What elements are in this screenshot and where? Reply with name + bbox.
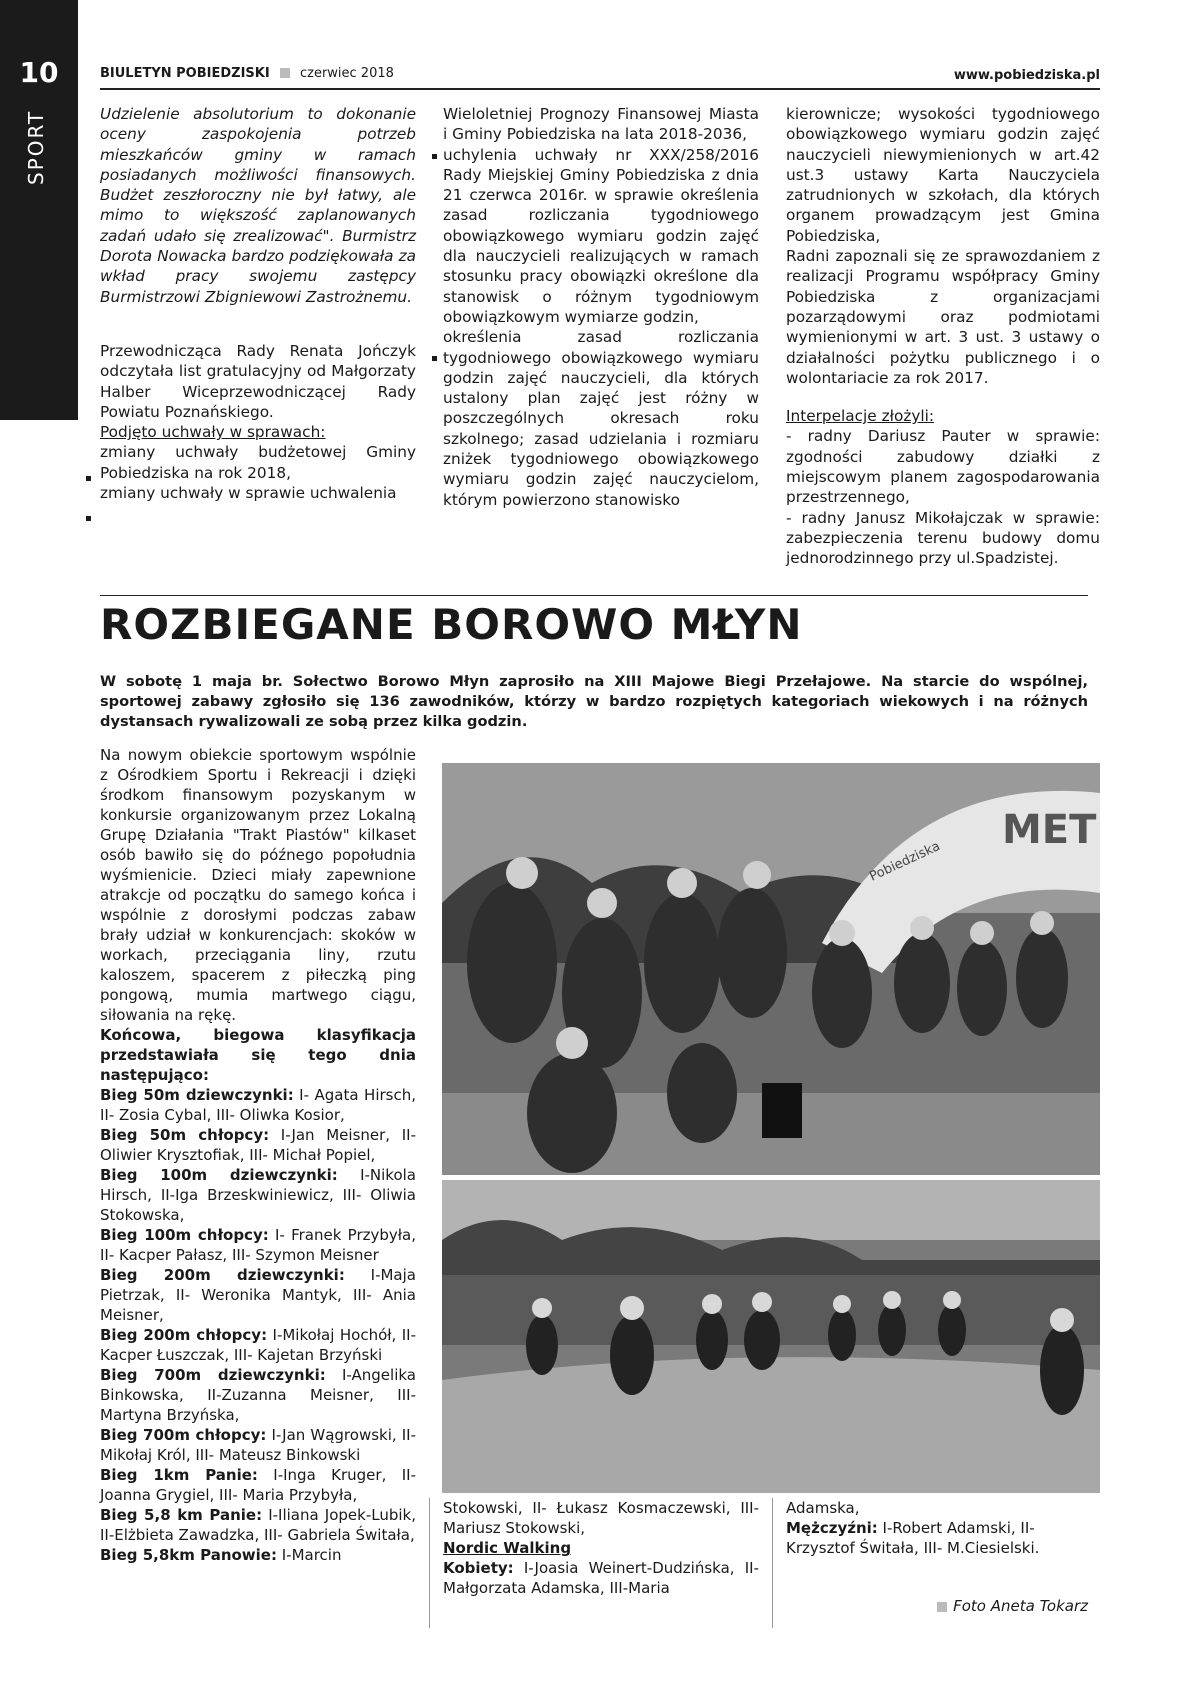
result-winners: I-Jan Wągrowski, II- Mikołaj Król, III- Mateusz Binkowski <box>100 1426 417 1464</box>
column-2 <box>443 104 759 510</box>
col2-text-1: Wieloletniej Prognozy Finansowej Miasta i Gminy Pobiedziska na lata 2018-2036, <box>443 105 759 144</box>
website-link[interactable]: www.pobiedziska.pl <box>953 68 1100 83</box>
women-label: Kobiety: <box>443 1559 514 1577</box>
separator-square <box>280 68 290 78</box>
article-lead: W sobotę 1 maja br. Sołectwo Borowo Młyn zaprosiło na XIII Majowe Biegi Przełajowe. Na starcie do wspólnej, sportowej zabawy zgłosiło się 136 zawodników, którzy w bardzo rozpiętych kategoriach wiekowych i na różnych dystansach rywalizowali ze sobą przez kilka godzin. <box>100 673 1088 730</box>
photo-caption <box>937 1597 1088 1615</box>
col3-text-1: kierownicze; wysokości tygodniowego obowiązkowego wymiaru godzin zajęć nauczycieli niewymienionych w art.42 ust.3 ustawy Karta Nauczyciela zatrudnionych w szkołach, dla których organem prowadzącym jest Gmina Pobiedziska, <box>786 105 1100 245</box>
interpellation-1: - radny Dariusz Pauter w sprawie: zgodności zabudowy działki z miejscowym planem zagospodarowania przestrzennego, <box>786 427 1100 507</box>
photo-crowd-image <box>442 763 1100 1175</box>
photo-crowd <box>442 763 1100 1175</box>
result-category: Bieg 50m chłopcy: <box>100 1126 270 1144</box>
result-entry <box>100 1425 416 1465</box>
resolution-item-2: zmiany uchwały w sprawie uchwalenia <box>100 484 397 503</box>
col3-text-2: Radni zapoznali się ze sprawozdaniem z realizacji Programu współpracy Gminy Pobiedziska z organizacjami pozarządowymi oraz podmiotami wymienionymi w art. 3 ust. 3 ustawy o działalności pożytku publicznego i o wolontariacie za rok 2017. <box>786 247 1100 387</box>
men-results: I-Robert Adamski, II- Krzysztof Świtała, III- M.Ciesielski. <box>786 1519 1040 1557</box>
result-winners: I-Iliana Jopek-Lubik, II-Elżbieta Zawadzka, III- Gabriela Świtała, <box>100 1506 416 1544</box>
women-results: I-Joasia Weinert-Dudzińska, II-Małgorzata Adamska, III-Maria <box>443 1559 759 1597</box>
article-title: ROZBIEGANE BOROWO MŁYN <box>100 600 803 649</box>
result-entry <box>100 1505 416 1545</box>
result-entry <box>100 1165 416 1225</box>
resolution-item-1: zmiany uchwały budżetowej Gminy Pobiedziska na rok 2018, <box>100 443 416 482</box>
photo-runners-image <box>442 1180 1100 1493</box>
result-winners: I-Nikola Hirsch, II-Iga Brzeskwiniewicz, III- Oliwia Stokowska, <box>100 1166 416 1224</box>
column-rule-1 <box>429 1498 430 1628</box>
result-category: Bieg 200m dziewczynki: <box>100 1266 345 1284</box>
result-winners: I-Jan Meisner, II- Oliwier Krysztofiak, III- Michał Popiel, <box>100 1126 416 1164</box>
caption-square <box>937 1602 947 1612</box>
column-3 <box>786 104 1100 569</box>
result-winners: I- Agata Hirsch, II- Zosia Cybal, III- Oliwka Kosior, <box>100 1086 416 1124</box>
page-number: 10 <box>19 56 59 89</box>
result-winners: I- Franek Przybyła, II- Kacper Pałasz, III- Szymon Meisner <box>100 1226 416 1264</box>
result-category: Bieg 700m dziewczynki: <box>100 1366 326 1384</box>
results-list <box>100 1085 416 1565</box>
result-category: Bieg 100m chłopcy: <box>100 1226 269 1244</box>
column-rule-2 <box>772 1498 773 1628</box>
result-category: Bieg 1km Panie: <box>100 1466 258 1484</box>
result-category: Bieg 200m chłopcy: <box>100 1326 268 1344</box>
page-header <box>100 66 1100 90</box>
result-winners: I-Mikołaj Hochół, II- Kacper Łuszczak, III- Kajetan Brzyński <box>100 1326 416 1364</box>
result-entry <box>100 1325 416 1365</box>
article-right-column <box>786 1498 1100 1558</box>
nordic-walking-heading: Nordic Walking <box>443 1539 572 1557</box>
publication-name: BIULETYN POBIEDZISKI <box>100 66 270 81</box>
result-continuation: Stokowski, II- Łukasz Kosmaczewski, III- Mariusz Stokowski, <box>443 1499 759 1537</box>
bullet-2 <box>86 516 91 521</box>
women-results-end: Adamska, <box>786 1499 860 1517</box>
results-heading: Końcowa, biegowa klasyfikacja przedstawiała się tego dnia następująco: <box>100 1026 416 1084</box>
bullet-4 <box>432 356 437 361</box>
result-winners: I-Marcin <box>276 1546 342 1564</box>
result-entry <box>100 1465 416 1505</box>
col2-text-3: określenia zasad rozliczania tygodniowego obowiązkowego wymiaru godzin zajęć nauczycieli, dla których ustalony plan zajęć jest różny w poszczególnych okresach roku szkolnego; zasad udzielania i rozmiaru zniżek tygodniowego obowiązkowego wymiaru godzin zajęć nauczycielom, którym powierzono stanowisko <box>443 328 759 509</box>
result-entry <box>100 1125 416 1165</box>
result-entry <box>100 1545 416 1565</box>
result-category: Bieg 5,8km Panowie: <box>100 1546 277 1564</box>
result-category: Bieg 100m dziewczynki: <box>100 1166 338 1184</box>
result-winners: I-Maja Pietrzak, II- Weronika Mantyk, III- Ania Meisner, <box>100 1266 416 1324</box>
result-entry <box>100 1225 416 1265</box>
bullet-3 <box>432 154 437 159</box>
result-entry <box>100 1265 416 1325</box>
article-intro: Na nowym obiekcie sportowym wspólnie z Ośrodkiem Sportu i Rekreacji i dzięki środkom finansowym pozyskanym w konkursie organizowanym przez Lokalną Grupę Działania "Trakt Piastów" kilkaset osób bawiło się do późnego popołudnia wyśmienicie. Dzieci miały zapewnione atrakcje od początku do samego końca i wspólnie z dorosłymi podczas zabaw brały udział w konkurencjach: skoków w workach, przeciągania liny, rzutu kaloszem, spacerem z piłeczką ping pongową, mumia martwego ciągu, siłowania na rękę. <box>100 746 416 1024</box>
men-label: Mężczyźni: <box>786 1519 878 1537</box>
result-winners: I-Angelika Binkowska, II-Zuzanna Meisner, III- Martyna Brzyńska, <box>100 1366 416 1424</box>
quote-text: Udzielenie absolutorium to dokonanie oceny zaspokojenia potrzeb mieszkańców gminy w ramach posiadanych możliwości finansowych. Budżet zeszłoroczny nie był łatwy, ale mimo to większość zaplanowanych zadań udało się zrealizować". Burmistrz Dorota Nowacka bardzo podziękowała za wkład pracy swojemu zastępcy Burmistrzowi Zbigniewowi Zastrożnemu. <box>100 105 416 306</box>
article-left-column <box>100 745 416 1565</box>
section-divider <box>100 595 1088 596</box>
article-middle-column <box>443 1498 759 1598</box>
column-1 <box>100 104 416 503</box>
interpellation-2: - radny Janusz Mikołajczak w sprawie: zabezpieczenia terenu budowy domu jednorodzinnego przy ul.Spadzistej. <box>786 508 1100 568</box>
interpellations-heading: Interpelacje złożyli: <box>786 407 935 426</box>
photo-runners <box>442 1180 1100 1493</box>
result-category: Bieg 50m dziewczynki: <box>100 1086 294 1104</box>
council-paragraph: Przewodnicząca Rady Renata Jończyk odczytała list gratulacyjny od Małgorzaty Halber Wiceprzewodniczącej Rady Powiatu Poznańskiego. <box>100 341 416 421</box>
result-category: Bieg 700m chłopcy: <box>100 1426 267 1444</box>
arch-logo: Pobiedziska <box>867 838 943 885</box>
result-winners: I-Inga Kruger, II- Joanna Grygiel, III- Maria Przybyła, <box>100 1466 416 1504</box>
result-entry <box>100 1085 416 1125</box>
resolutions-heading: Podjęto uchwały w sprawach: <box>100 423 326 442</box>
col2-text-2: uchylenia uchwały nr XXX/258/2016 Rady Miejskiej Gminy Pobiedziska z dnia 21 czerwca 2016r. w sprawie określenia zasad rozliczania tygodniowego obowiązkowego wymiaru godzin zajęć dla nauczycieli realizujących w ramach stosunku pracy obowiązki określone dla stanowisk o różnym tygodniowym obowiązkowym wymiarze godzin, <box>443 145 759 326</box>
arch-text: MET <box>1002 807 1097 853</box>
photo-credit: Foto Aneta Tokarz <box>953 1597 1088 1615</box>
result-category: Bieg 5,8 km Panie: <box>100 1506 263 1524</box>
issue-date: czerwiec 2018 <box>299 66 394 81</box>
section-label: SPORT <box>24 109 48 185</box>
result-entry <box>100 1365 416 1425</box>
bullet-1 <box>86 476 91 481</box>
